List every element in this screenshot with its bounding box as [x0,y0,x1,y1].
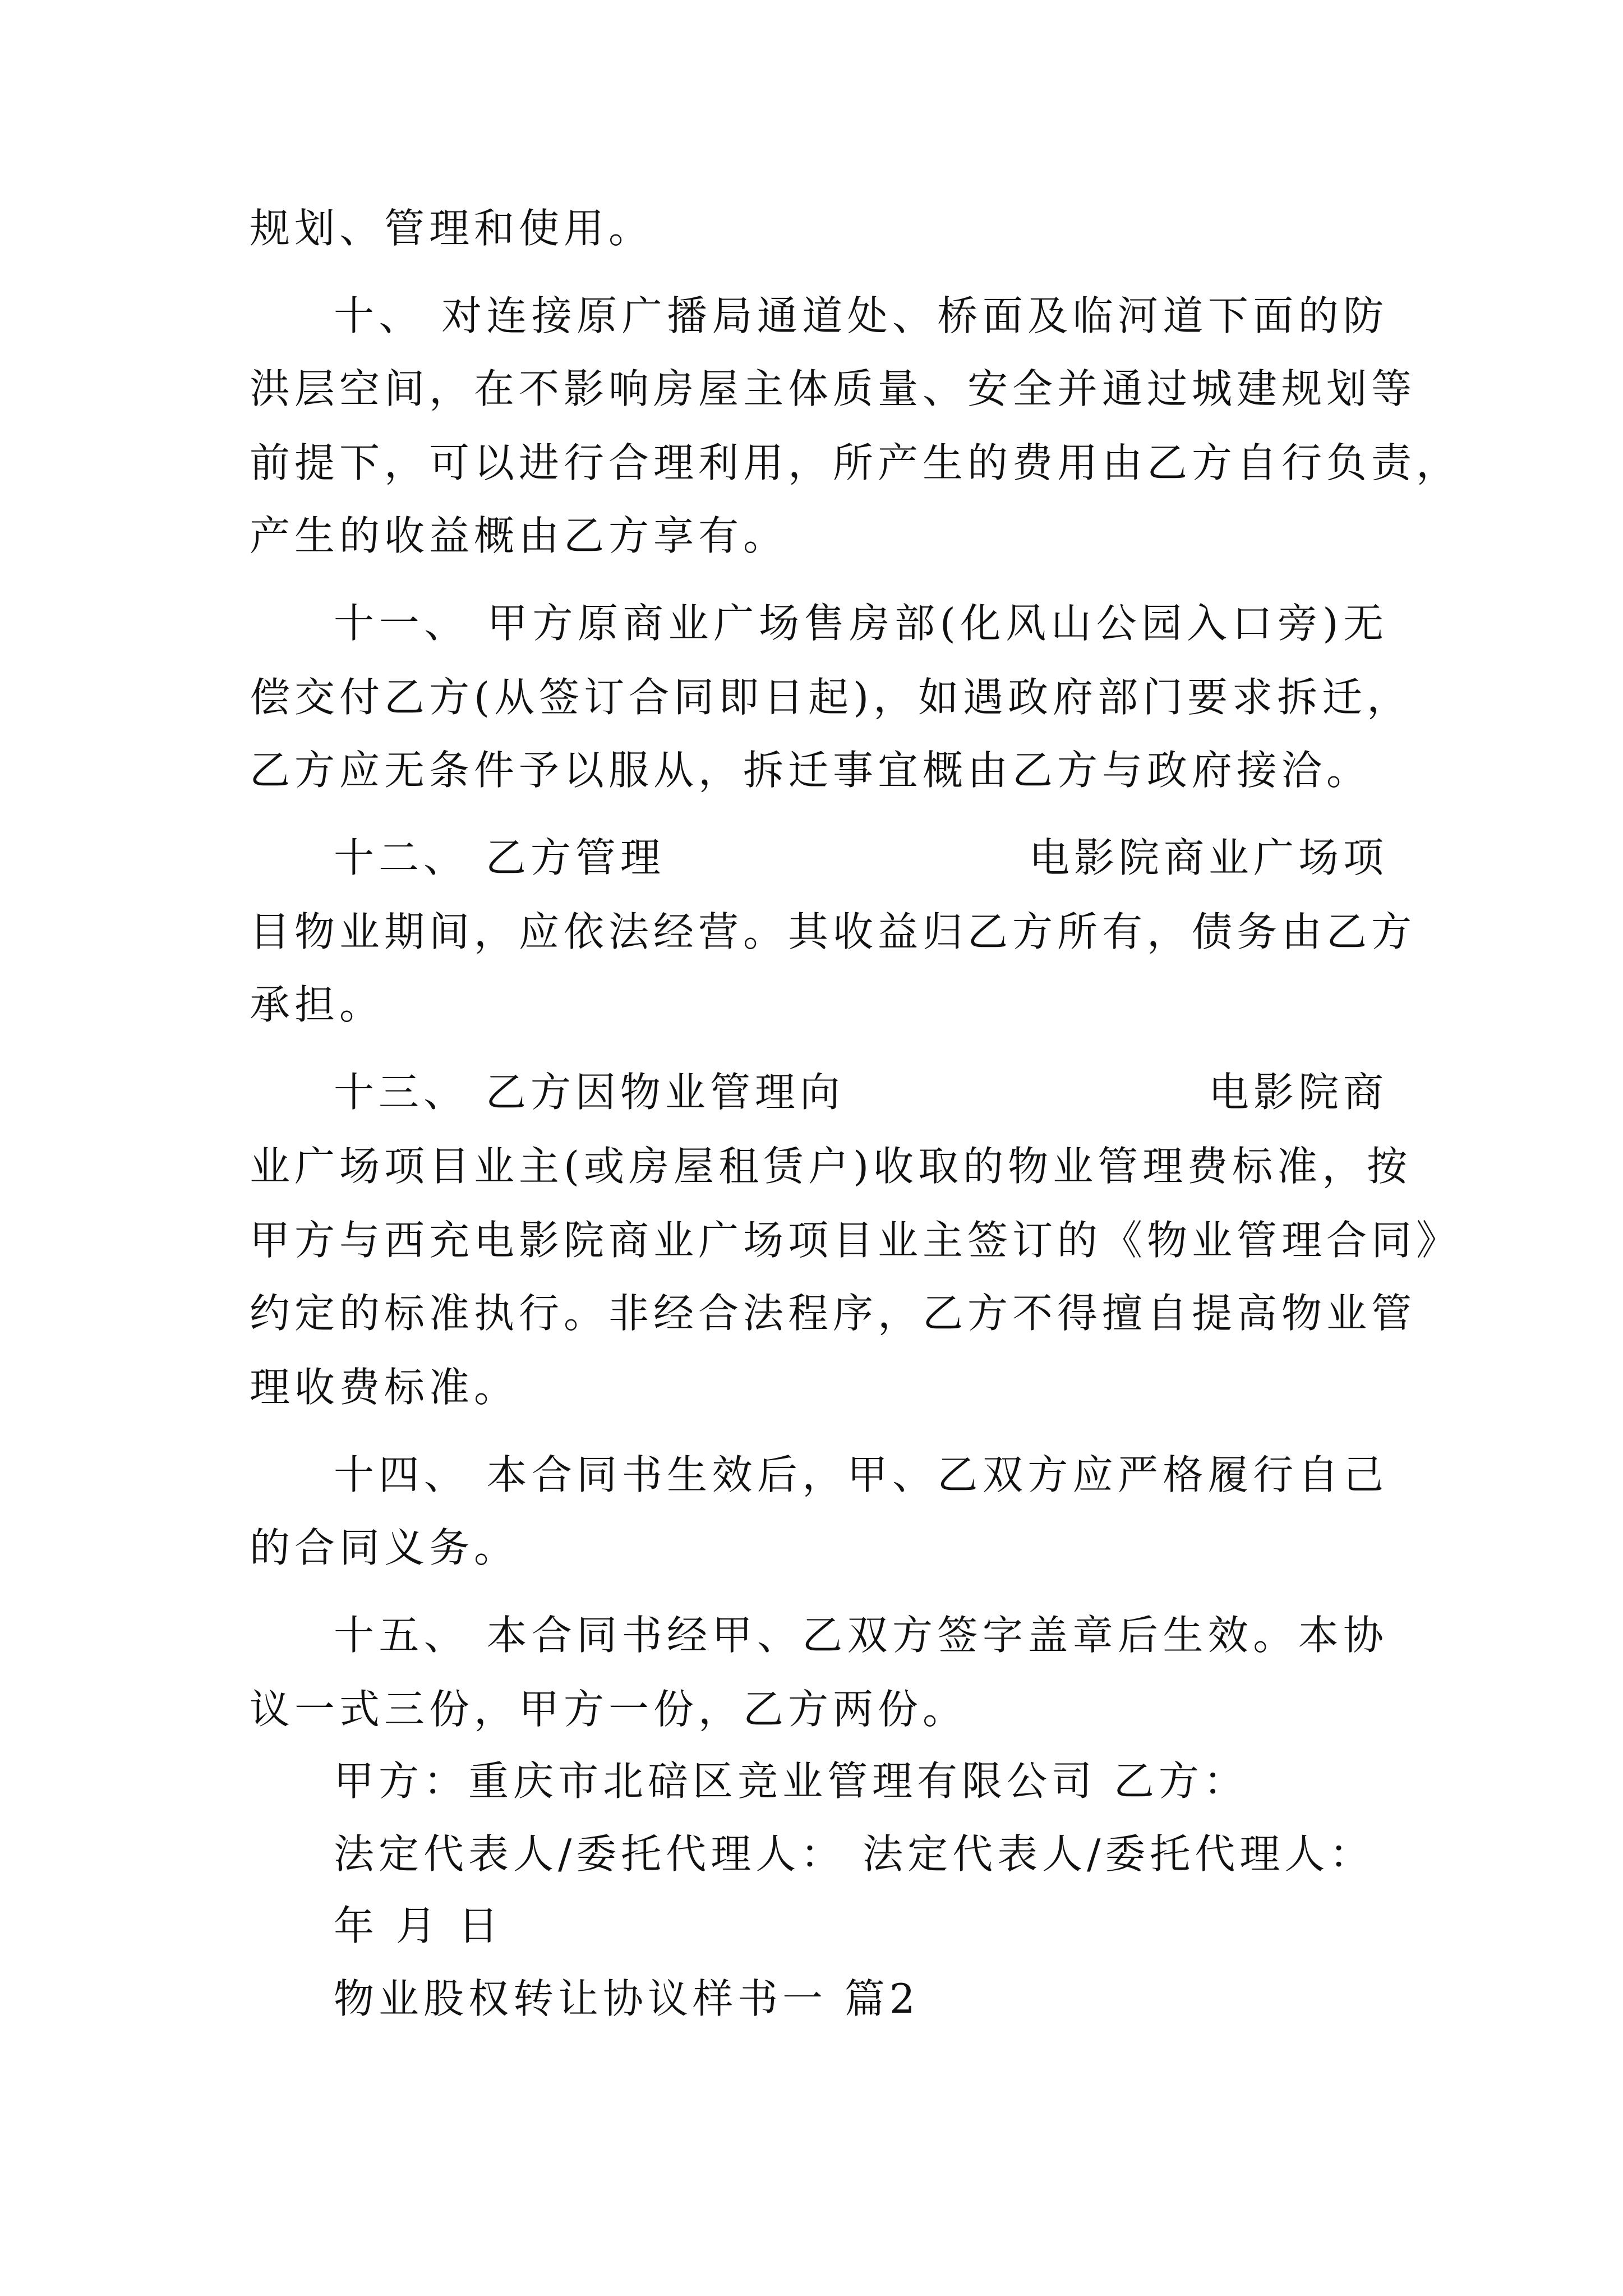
clause-13-line-1 [334,1061,1388,1123]
signature-date-line: 年 月 日 [334,1902,503,1949]
signature-representatives-line: 法定代表人/委托代理人： 法定代表人/委托代理人： [334,1830,1375,1878]
clause-10-line-4: 产生的收益概由乙方享有。 [250,512,789,559]
next-section-title: 物业股权转让协议样书一 篇2 [334,1975,920,2022]
clause-10-line-2: 洪层空间，在不影响房屋主体质量、安全并通过城建规划等 [250,365,1417,412]
clause-14-line-1: 十四、 本合同书生效后，甲、乙双方应严格履行自己 [334,1451,1388,1498]
clause-14-line-2: 的合同义务。 [250,1524,519,1571]
clause-11-line-1: 十一、 甲方原商业广场售房部(化风山公园入口旁)无 [334,600,1388,647]
clause-13-line-5: 理收费标准。 [250,1364,519,1411]
clause-10-line-3: 前提下，可以进行合理利用，所产生的费用由乙方自行负责， [250,439,1461,486]
signature-parties-line: 甲方：重庆市北碚区竞业管理有限公司 乙方： [334,1757,1248,1805]
clause-10-line-1: 十、 对连接原广播局通道处、桥面及临河道下面的防 [334,292,1388,339]
clause-12-line-1 [334,827,1388,889]
clause-15-line-2: 议一式三份，甲方一份，乙方两份。 [250,1686,968,1733]
clause-12-line-2: 目物业期间，应依法经营。其收益归乙方所有，债务由乙方 [250,908,1417,955]
clause-11-line-3: 乙方应无条件予以服从，拆迁事宜概由乙方与政府接洽。 [250,747,1372,794]
clause-15-line-1: 十五、 本合同书经甲、乙双方签字盖章后生效。本协 [334,1612,1388,1659]
clause-11-line-2: 偿交付乙方(从签订合同即日起)，如遇政府部门要求拆迁， [250,674,1412,721]
text-line-1: 规划、管理和使用。 [250,205,654,252]
clause-13-line-3: 甲方与西充电影院商业广场项目业主签订的《物业管理合同》 [250,1217,1461,1264]
clause-12-right-text: 电影院商业广场项 [1029,834,1388,881]
clause-13-left-text: 十三、 乙方因物业管理向 [334,1069,845,1116]
clause-12-line-3: 承担。 [250,981,385,1028]
clause-13-line-4: 约定的标准执行。非经合法程序，乙方不得擅自提高物业管 [250,1290,1417,1337]
clause-13-right-text: 电影院商 [1208,1069,1388,1116]
clause-13-line-2: 业广场项目业主(或房屋租赁户)收取的物业管理费标准，按 [250,1143,1412,1190]
clause-12-left-text: 十二、 乙方管理 [334,834,665,881]
